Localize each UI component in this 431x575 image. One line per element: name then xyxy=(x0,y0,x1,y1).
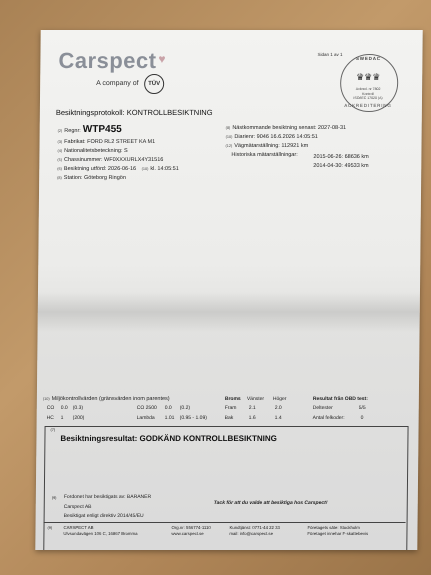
brakes-front-label: Fram xyxy=(224,405,237,411)
historical-odometer-1: 2015-06-26: 68636 km xyxy=(313,154,369,160)
regnr-row: (2) Regnr: WTP455 xyxy=(57,124,122,135)
directive-line: Besiktigat enligt direktiv 2014/45/EU xyxy=(63,513,144,519)
footer-contact: Kundtjänst: 0771-44 22 33 mail: info@carspect.se xyxy=(229,525,280,536)
obd-subtests-value: 5/5 xyxy=(358,405,366,411)
co2500-label: CO 2500 xyxy=(136,405,157,411)
chassis-row: (5) Chassinummer: WF0XXXURLX4Y31516 xyxy=(57,157,164,163)
document-title: Besiktningsprotokoll: KONTROLLBESIKTNING xyxy=(55,108,213,117)
thanks-message: Tack för att du valde att besiktiga hos Carspect! xyxy=(213,500,328,506)
obd-error-codes-value: 0 xyxy=(360,415,364,421)
co-label: CO xyxy=(46,405,55,411)
historical-odometer-label: Historiska mätarställningar: xyxy=(231,152,298,158)
brakes-title: Broms xyxy=(224,396,241,402)
hc-label: HC xyxy=(46,415,54,421)
company-line: Carspect AB xyxy=(63,504,92,510)
brakes-front-right: 2.0 xyxy=(274,405,282,411)
obd-error-codes-label: Antal felkoder: xyxy=(312,415,345,421)
carspect-logo: Carspect xyxy=(58,48,157,73)
registration-number: WTP455 xyxy=(82,124,122,135)
brakes-rear-right: 1.4 xyxy=(274,415,282,421)
odometer-row: (12) Vägmätarställning: 112921 km xyxy=(225,143,309,149)
heart-icon: ♥ xyxy=(158,52,166,66)
footer-legal: Företagets säte: Stockholm Företaget innehar F-skattebevis xyxy=(307,525,369,536)
hc-limit: (200) xyxy=(72,415,85,421)
hc-value: 1 xyxy=(60,415,64,421)
lambda-limit: (0.95 - 1.09) xyxy=(179,415,207,421)
nationality-row: (4) Nationalitetsbeteckning: S xyxy=(57,148,128,154)
lambda-value: 1.01 xyxy=(164,415,175,421)
diary-number-row: (10) Diarienr: 9046 16.6.2026 14:05:51 xyxy=(225,134,318,140)
seal-line: ISO/IEC 17020 (A) xyxy=(353,96,383,100)
seal-line: Ackred. nr 7802 xyxy=(355,87,381,91)
footer-divider xyxy=(44,522,406,523)
obd-title: Resultat från OBD test: xyxy=(312,396,368,402)
three-crowns-icon: ♛♛♛ xyxy=(356,72,381,82)
lambda-label: Lambda xyxy=(136,415,155,421)
footer-company: CARSPECT AB Ulvsundavägen 106 C, 16867 Bromma xyxy=(63,525,138,536)
page-number: Sidan 1 av 1 xyxy=(317,52,343,57)
seal-details xyxy=(340,87,396,101)
co2500-limit: (0.2) xyxy=(179,405,191,411)
inspection-result: Besiktningsresultat: GODKÄND KONTROLLBESIKTNING xyxy=(60,434,277,443)
co-limit: (0.3) xyxy=(72,405,84,411)
tuv-logo: TÜV xyxy=(144,74,164,94)
next-inspection-row: (8) Nästkommande besiktning senast: 2027-08-31 xyxy=(225,125,347,131)
brakes-rear-label: Bak xyxy=(224,415,234,421)
footer-num: (9) xyxy=(47,526,53,530)
company-of-label: A company of xyxy=(96,80,139,87)
emissions-title: (10) Miljökontrollvärden (gränsvärden inom parentes) xyxy=(42,396,170,402)
signature-num: (9) xyxy=(51,496,57,500)
inspection-protocol-document xyxy=(35,30,422,550)
historical-odometer-2: 2014-04-30: 49533 km xyxy=(313,163,369,169)
fabrikat-row: (3) Fabrikat: FORD RL2 STREET KA M1 xyxy=(57,139,156,145)
co2500-value: 0.0 xyxy=(164,405,172,411)
seal-line: Kontroll xyxy=(362,91,375,96)
brakes-rear-left: 1.6 xyxy=(248,415,256,421)
inspector-line: Fordonet har besiktigats av: BARANER xyxy=(63,494,152,500)
obd-subtests-label: Deltester xyxy=(312,405,333,411)
brakes-right-header: Höger xyxy=(272,396,287,402)
seal-bottom-text: ACKREDITERING xyxy=(344,103,392,108)
brakes-left-header: Vänster xyxy=(246,396,265,402)
brakes-front-left: 2.1 xyxy=(248,405,256,411)
result-num: (7) xyxy=(50,428,56,432)
inspection-date-row: (6) Besiktning utförd: 2026-06-16 (10) kl. 14:05:51 xyxy=(57,166,179,172)
seal-top-text: SWEDAC xyxy=(355,56,381,61)
co-value: 0.0 xyxy=(60,405,68,411)
station-row: (8) Station: Göteborg Ringön xyxy=(57,175,126,181)
footer-org: Org.nr: 556774-1110 www.carspect.se xyxy=(171,525,211,536)
paper-fold xyxy=(38,292,420,332)
